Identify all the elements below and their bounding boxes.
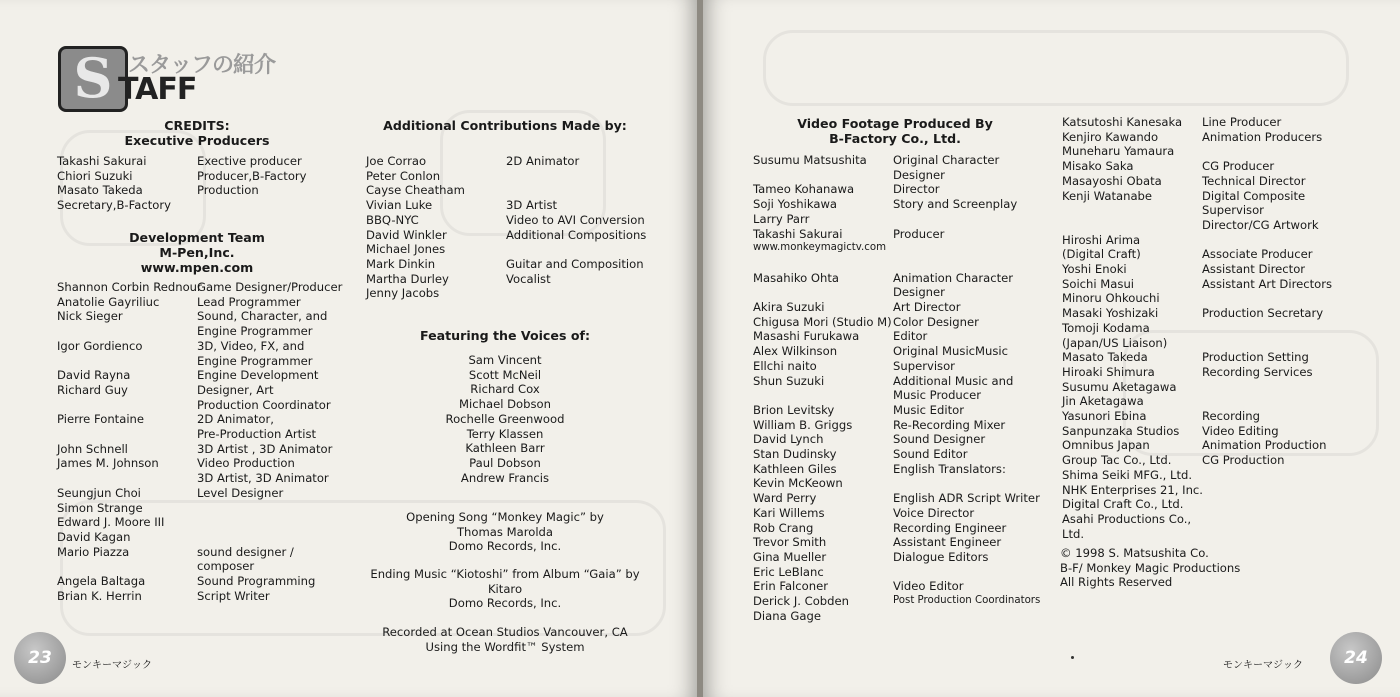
credit-name: Susumu Aketagawa xyxy=(1062,379,1177,394)
page-left xyxy=(0,0,697,697)
credit-role: composer xyxy=(197,559,255,574)
credit-role: Animation Producers xyxy=(1202,129,1323,144)
credit-role: Game Designer/Producer xyxy=(197,280,343,294)
credit-name: Gina Mueller xyxy=(753,549,827,564)
credit-name: Stan Dudinsky xyxy=(753,447,837,462)
credit-role xyxy=(1202,336,1332,351)
credit-name: Misako Saka xyxy=(1062,159,1134,174)
credit-role: Sound Programming xyxy=(197,574,316,589)
credit-name: Derick J. Cobden xyxy=(753,594,849,609)
credit-name: Hiroaki Shimura xyxy=(1062,364,1155,379)
staff-logo-japanese: スタッフの紹介 xyxy=(128,53,276,78)
credit-name: Mario Piazza xyxy=(57,544,130,559)
credit-name: Ellchi naito xyxy=(753,358,817,373)
staff-logo-s: S xyxy=(58,46,128,112)
credit-name: Nick Sieger xyxy=(57,309,123,324)
credit-role: Animation Production xyxy=(1202,438,1327,453)
credit-role: 3D Artist, 3D Animator xyxy=(197,471,329,486)
credit-role: Guitar and Composition xyxy=(506,256,644,271)
credit-role: Voice Director xyxy=(893,505,975,520)
credit-name xyxy=(57,427,202,442)
credit-role xyxy=(197,530,342,545)
credit-name xyxy=(57,559,202,574)
credit-name: Kari Willems xyxy=(753,505,825,520)
recorded-line: Using the Wordfit™ System xyxy=(425,639,585,654)
credit-role: Technical Director xyxy=(1202,173,1306,188)
credit-role xyxy=(893,476,1040,491)
credit-role xyxy=(1202,233,1332,248)
exec-names xyxy=(57,154,171,213)
credit-name: Chigusa Mori (Studio M) xyxy=(753,314,892,329)
credit-name: Martha Durley xyxy=(366,271,449,286)
credit-role: Assistant Art Directors xyxy=(1202,276,1333,291)
credit-name: Edward J. Moore III xyxy=(57,515,165,530)
credit-role: Sound, Character, and xyxy=(197,309,328,324)
credit-role xyxy=(893,241,1040,256)
credit-name: Tomoji Kodama xyxy=(1062,320,1150,335)
credit-name: Anatolie Gayriliuc xyxy=(57,294,160,309)
credit-role: Producer xyxy=(893,226,945,241)
credit-name: Eric LeBlanc xyxy=(753,564,824,579)
credit-role: Sound Designer xyxy=(893,432,986,447)
credit-role: Vocalist xyxy=(506,271,551,286)
opening-line: Opening Song “Monkey Magic” by xyxy=(406,510,604,524)
credit-role: Production Coordinator xyxy=(197,397,331,412)
credit-name xyxy=(57,471,202,486)
credit-role: Dialogue Editors xyxy=(893,549,989,564)
credit-name: Kenjiro Kawando xyxy=(1062,129,1159,144)
voice-actor: Richard Cox xyxy=(470,382,540,397)
dev-names xyxy=(57,280,202,603)
credit-name xyxy=(753,168,892,183)
ending-line: Ending Music “Kiotoshi” from Album “Gaia” by xyxy=(370,567,640,581)
exec-roles xyxy=(197,154,307,198)
dev-company: M-Pen,Inc. xyxy=(159,245,235,260)
credit-role: Line Producer xyxy=(1202,115,1282,129)
recorded-credit xyxy=(370,625,640,654)
credit-role: Engine Programmer xyxy=(197,324,313,339)
opening-song-credit xyxy=(370,510,640,554)
credit-role xyxy=(197,501,342,516)
credit-name: Ltd. xyxy=(1062,526,1085,541)
credit-role: 3D Artist , 3D Animator xyxy=(197,441,333,456)
credit-role: English ADR Script Writer xyxy=(893,491,1040,506)
credit-role: Assistant Engineer xyxy=(893,535,1002,550)
video-names-col2 xyxy=(1062,115,1203,541)
credit-role: Additional Compositions xyxy=(506,227,647,242)
credit-name: Rob Crang xyxy=(753,520,814,535)
staff-logo-taff: TAFF xyxy=(118,72,197,107)
credit-name: Brion Levitsky xyxy=(753,402,835,417)
credit-name: Kathleen Giles xyxy=(753,461,837,476)
credit-role: Producer,B-Factory xyxy=(197,168,307,183)
credit-name: Jenny Jacobs xyxy=(366,286,440,301)
video-footage-company: B-Factory Co., Ltd. xyxy=(829,131,961,146)
dev-roles xyxy=(197,280,342,603)
copyright-notice xyxy=(1060,546,1240,590)
page-number-24: 24 xyxy=(1330,632,1382,684)
credit-role: Production Secretary xyxy=(1202,306,1324,321)
credit-role: Video to AVI Conversion xyxy=(506,212,645,227)
credit-name: (Digital Craft) xyxy=(1062,247,1141,262)
credit-name: Pierre Fontaine xyxy=(57,412,145,427)
credit-role xyxy=(506,242,646,257)
credit-role: Music Editor xyxy=(893,402,964,417)
credit-role: Sound Editor xyxy=(893,447,968,462)
credit-name: Ward Perry xyxy=(753,491,817,506)
credit-role xyxy=(893,212,1040,227)
credit-role xyxy=(1202,321,1332,336)
credit-role: Post Production Coordinators xyxy=(893,595,1041,607)
credit-name: Vivian Luke xyxy=(366,198,433,213)
credit-role: Editor xyxy=(893,329,928,344)
credit-name: Masato Takeda xyxy=(57,183,143,198)
dev-team-heading: Development Team xyxy=(129,230,265,245)
credit-name: David Lynch xyxy=(753,432,824,447)
credit-role: Supervisor xyxy=(1202,203,1264,218)
credit-name xyxy=(57,398,202,413)
credit-name: Masato Takeda xyxy=(1062,350,1148,365)
credit-role: Assistant Director xyxy=(1202,262,1306,277)
credit-role: Art Director xyxy=(893,300,961,315)
exec-producers-heading: Executive Producers xyxy=(124,133,270,148)
credit-role xyxy=(1202,380,1332,395)
credit-name xyxy=(57,324,202,339)
credit-name: Mark Dinkin xyxy=(366,256,436,271)
credit-name: Joe Corrao xyxy=(366,154,427,168)
credit-name: Masaki Yoshizaki xyxy=(1062,306,1159,321)
credit-name: Shun Suzuki xyxy=(753,373,825,388)
credit-name: David Winkler xyxy=(366,227,447,242)
credit-name: (Japan/US Liaison) xyxy=(1062,335,1168,350)
voices-heading: Featuring the Voices of: xyxy=(419,328,590,343)
credit-name: Secretary,B-Factory xyxy=(57,198,171,213)
credit-name: Soji Yoshikawa xyxy=(753,197,838,212)
credit-name: Muneharu Yamaura xyxy=(1062,144,1175,159)
credit-name: Sanpunzaka Studios xyxy=(1062,423,1180,438)
ending-line: Domo Records, Inc. xyxy=(448,596,562,611)
credit-name: Igor Gordienco xyxy=(57,338,143,353)
credit-name: Takashi Sakurai xyxy=(753,226,843,241)
credit-name: Susumu Matsushita xyxy=(753,153,867,167)
credit-name: Digital Craft Co., Ltd. xyxy=(1062,497,1184,512)
credit-name: Alex Wilkinson xyxy=(753,344,838,359)
credit-name: Tameo Kohanawa xyxy=(753,182,855,197)
credit-name: Katsutoshi Kanesaka xyxy=(1062,115,1183,129)
credit-role: 2D Animator, xyxy=(197,412,274,427)
footer-title: モンキーマジック xyxy=(72,660,152,671)
credit-name xyxy=(753,285,892,300)
credit-name: Michael Jones xyxy=(366,242,446,257)
additional-names xyxy=(366,154,465,301)
credit-name: Kenji Watanabe xyxy=(1062,188,1153,203)
credit-role: Associate Producer xyxy=(1202,247,1313,262)
credit-name: John Schnell xyxy=(57,441,128,456)
voice-actor: Sam Vincent xyxy=(468,353,542,367)
copyright-line: All Rights Reserved xyxy=(1060,575,1173,590)
credit-role: Engine Programmer xyxy=(197,353,313,368)
credit-role: Designer xyxy=(893,285,945,300)
credit-name: Minoru Ohkouchi xyxy=(1062,291,1160,306)
credit-role: Music Producer xyxy=(893,388,982,403)
credit-name: Brian K. Herrin xyxy=(57,588,142,603)
credit-role: Digital Composite xyxy=(1202,188,1306,203)
credit-name: Masashi Furukawa xyxy=(753,329,860,344)
voice-actor: Michael Dobson xyxy=(459,397,551,412)
credit-name: Asahi Productions Co., xyxy=(1062,511,1192,526)
credit-role: Recording xyxy=(1202,409,1260,424)
credit-name: Takashi Sakurai xyxy=(57,154,147,168)
credit-role xyxy=(893,565,1040,580)
credit-url: www.monkeymagictv.com xyxy=(753,242,887,254)
credit-name: Erin Falconer xyxy=(753,579,828,594)
credits-heading: CREDITS: xyxy=(164,118,230,133)
voice-actor: Kathleen Barr xyxy=(465,441,545,456)
credit-name: Shannon Corbin Rednour xyxy=(57,280,202,294)
credit-role: Designer xyxy=(893,167,945,182)
credit-name: Peter Conlon xyxy=(366,168,441,183)
credit-name xyxy=(57,354,202,369)
credit-name xyxy=(753,388,892,403)
credit-role xyxy=(893,256,1040,271)
credit-role: Video Editing xyxy=(1202,423,1279,438)
credit-name: Shima Seiki MFG., Ltd. xyxy=(1062,467,1193,482)
ending-music-credit xyxy=(355,567,655,611)
credit-role: Animation Character xyxy=(893,270,1014,285)
credit-role: Lead Programmer xyxy=(197,294,301,309)
credit-role: Script Writer xyxy=(197,588,270,603)
credit-name: NHK Enterprises 21, Inc. xyxy=(1062,482,1203,497)
credit-name: Yasunori Ebina xyxy=(1062,409,1147,424)
credit-role: Level Designer xyxy=(197,485,284,500)
copyright-line: © 1998 S. Matsushita Co. xyxy=(1060,546,1209,560)
credit-role: Original Character xyxy=(893,153,1000,167)
credit-name: Kevin McKeown xyxy=(753,476,843,491)
credit-name: Hiroshi Arima xyxy=(1062,232,1141,247)
credit-role: Story and Screenplay xyxy=(893,197,1018,212)
credit-role: Pre-Production Artist xyxy=(197,427,317,442)
credit-role xyxy=(506,169,646,184)
footer-title: モンキーマジック xyxy=(1223,660,1303,671)
credit-name: William B. Griggs xyxy=(753,417,853,432)
credit-role: Re-Recording Mixer xyxy=(893,417,1006,432)
credit-name: Simon Strange xyxy=(57,500,143,515)
voice-actor: Paul Dobson xyxy=(469,455,541,470)
credit-name: Angela Baltaga xyxy=(57,574,146,589)
credit-name: Jin Aketagawa xyxy=(1062,394,1144,409)
ending-line: Kitaro xyxy=(487,581,523,596)
credit-role: Recording Services xyxy=(1202,364,1313,379)
voice-actor: Scott McNeil xyxy=(468,367,542,382)
credit-role: Video Production xyxy=(197,456,295,471)
voice-actor: Rochelle Greenwood xyxy=(445,411,565,426)
credit-role: sound designer / xyxy=(197,544,294,559)
copyright-line: B-F/ Monkey Magic Productions xyxy=(1060,560,1241,575)
credit-name: Omnibus Japan xyxy=(1062,438,1150,453)
credit-name: Larry Parr xyxy=(753,211,810,226)
credit-name: Soichi Masui xyxy=(1062,276,1135,291)
credit-name xyxy=(1062,203,1203,218)
credit-role: Video Editor xyxy=(893,579,964,594)
credit-role: CG Production xyxy=(1202,453,1285,468)
credit-role xyxy=(1202,394,1332,409)
credit-role: Recording Engineer xyxy=(893,520,1007,535)
page-number-23: 23 xyxy=(14,632,66,684)
credit-role: CG Producer xyxy=(1202,159,1275,174)
credit-role: 3D Artist xyxy=(506,198,558,213)
credit-name: Diana Gage xyxy=(753,608,821,623)
background-ghost-frame xyxy=(763,30,1349,106)
credit-name xyxy=(1062,218,1203,233)
credit-name: Seungjun Choi xyxy=(57,485,141,500)
credit-role: Director/CG Artwork xyxy=(1202,217,1319,232)
credit-role xyxy=(1202,144,1332,159)
voices-list xyxy=(400,353,610,485)
credit-role: Original MusicMusic xyxy=(893,344,1009,359)
credit-name: Akira Suzuki xyxy=(753,300,825,315)
opening-line: Thomas Marolda xyxy=(456,524,554,539)
credit-role: Designer, Art xyxy=(197,382,274,397)
video-roles xyxy=(893,153,1040,609)
video-footage-heading: Video Footage Produced By xyxy=(797,116,993,131)
voice-actor: Terry Klassen xyxy=(466,426,544,441)
credit-role: Exective producer xyxy=(197,154,302,168)
credit-name: Cayse Cheatham xyxy=(366,183,465,198)
credit-name: BBQ-NYC xyxy=(366,212,419,227)
credit-name: David Kagan xyxy=(57,529,131,544)
recorded-line: Recorded at Ocean Studios Vancouver, CA xyxy=(382,625,628,639)
video-roles-col2 xyxy=(1202,115,1332,468)
voice-actor: Andrew Francis xyxy=(460,470,550,485)
credit-name: Richard Guy xyxy=(57,382,128,397)
credit-role: Supervisor xyxy=(893,358,955,373)
credit-name: Yoshi Enoki xyxy=(1062,262,1127,277)
credit-name: David Rayna xyxy=(57,368,131,383)
additional-contributions-heading: Additional Contributions Made by: xyxy=(383,118,627,133)
credit-name: Masahiko Ohta xyxy=(753,270,840,285)
opening-line: Domo Records, Inc. xyxy=(448,539,562,554)
credit-role xyxy=(197,515,342,530)
credit-role: Director xyxy=(893,182,940,197)
credit-role xyxy=(1202,291,1332,306)
credit-role: English Translators: xyxy=(893,461,1006,476)
credit-name: Trevor Smith xyxy=(753,535,827,550)
credit-role: Production Setting xyxy=(1202,350,1309,365)
credit-role: 2D Animator xyxy=(506,154,580,168)
credit-role: Production xyxy=(197,183,259,198)
credit-name: James M. Johnson xyxy=(57,456,159,471)
credit-role: Additional Music and xyxy=(893,373,1014,388)
dev-url: www.mpen.com xyxy=(140,260,254,275)
credit-role xyxy=(506,183,646,198)
credit-name: Masayoshi Obata xyxy=(1062,173,1162,188)
additional-roles xyxy=(506,154,646,286)
credit-role: Engine Development xyxy=(197,368,319,383)
credit-name xyxy=(753,256,892,271)
credit-name: Group Tac Co., Ltd. xyxy=(1062,453,1172,468)
staff-logo xyxy=(58,46,330,108)
page-right xyxy=(703,0,1400,697)
credit-role: Color Designer xyxy=(893,314,979,329)
video-names xyxy=(753,153,892,624)
speck xyxy=(1071,656,1074,659)
credit-name: Chiori Suzuki xyxy=(57,168,133,183)
credit-role: 3D, Video, FX, and xyxy=(197,338,305,353)
